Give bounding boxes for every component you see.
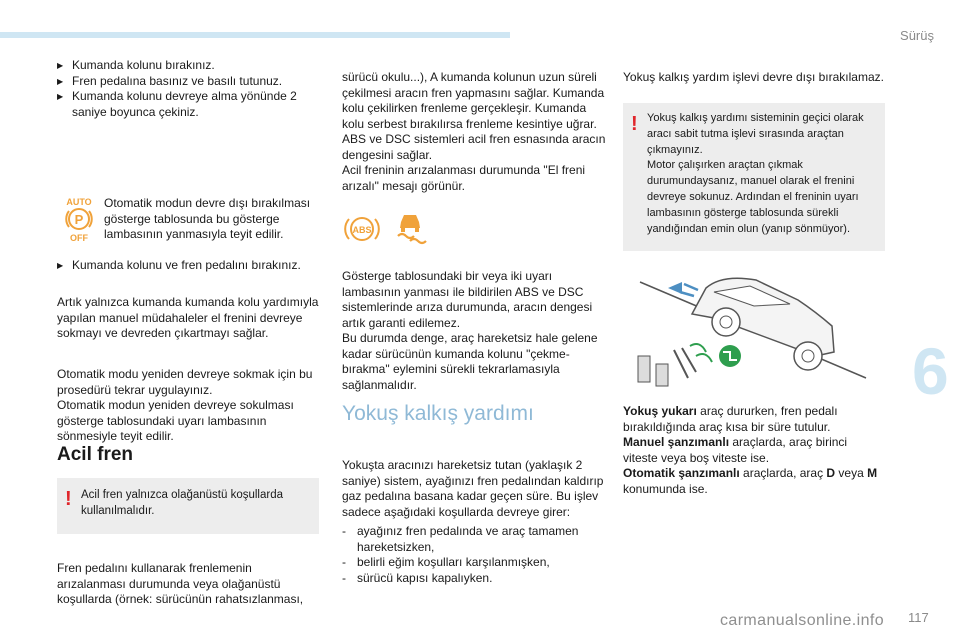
auto-icon-bottom-text: OFF (70, 233, 88, 242)
condition-item: - sürücü kapısı kapalıyken. (342, 571, 606, 587)
heading-yokus-kalkis: Yokuş kalkış yardımı (342, 402, 534, 425)
page-number: 117 (908, 610, 929, 625)
term-manuel: Manuel şanzımanlı (623, 435, 730, 449)
condition-item: - belirli eğim koşulları karşılanmışken, (342, 555, 606, 571)
acil-continued-paragraph: sürücü okulu...), A kumanda kolunun uzun süreli çekilmesi aracın fren yapmasını sağlar. Kumanda kolu çekilirken frenleme gerçekleşir. Kumanda kolu serbest bırakılırsa frenleme kesintiye uğrar. ABS ve DSC sistemleri acil fren esnasında aracın dengesini sağlar. Acil freninin arızalanması durumunda "El freni arızalı" mesajı görünür. (342, 70, 606, 193)
hill-start-illustration (630, 260, 880, 398)
not-disable-paragraph: Yokuş kalkış yardım işlevi devre dışı bırakılamaz. (623, 70, 884, 84)
warning-icon: ! (631, 113, 638, 135)
gear-m: M (867, 466, 878, 480)
step-list (57, 58, 319, 120)
auto-icon-letter: P (74, 212, 84, 227)
dsc-warning-icon (392, 210, 428, 246)
yokus-warning-text: Yokuş kalkış yardımı sisteminin geçici olarak aracı sabit tutma işlevi sırasında araçtan çıkmayınız. Motor çalışırken araçtan çıkmak durumundaysanız, manuel olarak el frenini devreye sokunuz. Ardından el freninin uyarı lambasının gösterge tablosunda sürekli yandığından emin olun (yanıp sönmüyor). (647, 112, 864, 235)
manuel-text: araçlarda, araç birinci viteste veya boş viteste ise. (623, 435, 848, 465)
acil-paragraph: Fren pedalını kullanarak frenlemenin arızalanması durumunda veya olağanüstü koşullarda (örnek: sürücünün rahatsızlanması, (57, 561, 304, 606)
term-otomatik: Otomatik şanzımanlı (623, 466, 740, 480)
yokus-yukari-text: araç dururken, fren pedalı bırakıldığında araç kısa bir süre tutulur. (623, 404, 838, 434)
manual-paragraph: Artık yalnızca kumanda kumanda kolu yardımıyla yapılan manuel müdahaleler el frenini devreye sokmayı ve devreden çıkartmayı sağlar. (57, 295, 319, 340)
heading-acil-fren: Acil fren (57, 444, 134, 465)
abs-warning-icon (342, 212, 382, 246)
yokus-intro-paragraph: Yokuşta aracınızı hareketsiz tutan (yaklaşık 2 saniye) sistem, ayağınızı fren pedalından kaldırıp gaz pedalına basana kadar geçen süre. Bu işlev sadece aşağıdaki koşullarda devreye girer: (342, 458, 604, 519)
step-item: ▶ Fren pedalına basınız ve basılı tutunuz. (57, 74, 319, 90)
condition-list (342, 524, 606, 586)
otomatik-veya: veya (835, 466, 868, 480)
otomatik-end: konumunda ise. (623, 481, 708, 496)
gear-d: D (826, 466, 836, 480)
auto-p-off-icon (60, 196, 98, 242)
auto-mode-text: Otomatik modun devre dışı bırakılması gösterge tablosunda bu gösterge lambasının yanmasıyla teyit edilir. (104, 196, 311, 241)
step-item: ▶ Kumanda kolunu devreye alma yönünde 2 saniye boyunca çekiniz. (57, 89, 319, 120)
yokus-details (623, 404, 885, 497)
condition-item: - ayağınız fren pedalında ve araç tamamen hareketsizken, (342, 524, 606, 555)
chapter-number: 6 (912, 334, 949, 408)
yokus-conditions (342, 524, 606, 586)
acil-warning-text: Acil fren yalnızca olağanüstü koşullarda kullanılmalıdır. (81, 489, 284, 517)
col1-top-steps (57, 58, 319, 120)
yokus-yukari-paragraph (623, 404, 885, 435)
step-item: ▶ Kumanda kolunu bırakınız. (57, 58, 319, 74)
header-bar (0, 32, 510, 38)
acil-warning-box (57, 478, 319, 534)
manuel-paragraph (623, 435, 885, 466)
abs-dsc-paragraph: Gösterge tablosundaki bir veya iki uyarı lambasının yanması ile bildirilen ABS ve DSC sistemlerinde arıza durumunda, aracın dengesi artık garanti edilemez. Bu durumda denge, araç hareketsiz hale gelene kadar sürücünün kumanda kolunu "çekme-bırakma" eylemini sürekli tekrarlamasıyla sağlanmalıdır. (342, 269, 598, 392)
step-item: ▶ Kumanda kolunu ve fren pedalını bırakınız. (57, 258, 319, 274)
yokus-warning-box (623, 103, 885, 251)
warning-icon: ! (65, 488, 72, 510)
term-yokus-yukari: Yokuş yukarı (623, 404, 697, 418)
otomatik-paragraph (623, 466, 885, 497)
watermark: carmanualsonline.info (720, 612, 885, 629)
auto-icon-top-text: AUTO (66, 197, 92, 207)
section-title: Sürüş (900, 28, 934, 43)
abs-icon-label: ABS (352, 225, 372, 235)
release-list (57, 258, 319, 274)
release-step (57, 258, 319, 274)
otomatik-text: araçlarda, araç (739, 466, 827, 480)
auto-reenable-paragraph: Otomatik modu yeniden devreye sokmak için bu prosedürü tekrar uygulayınız. Otomatik modun yeniden devreye sokulması gösterge tablosundaki uyarı lambasının sönmesiyle teyit edilir. (57, 367, 313, 443)
